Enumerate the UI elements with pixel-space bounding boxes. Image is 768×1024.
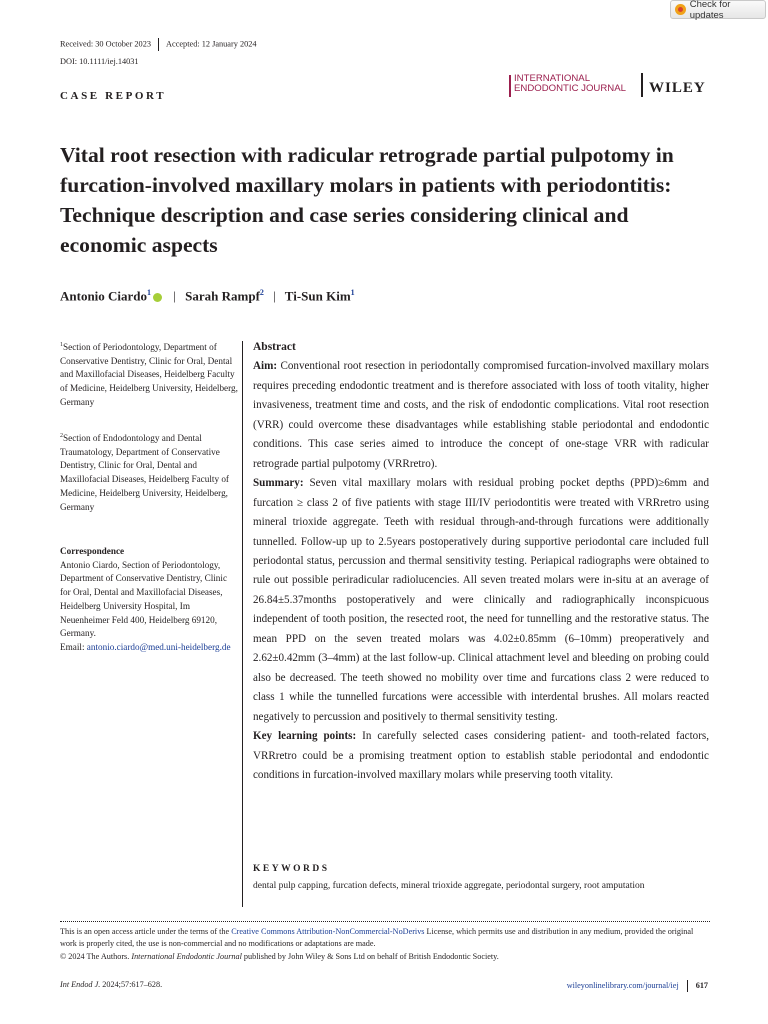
journal-logo-line2: ENDODONTIC JOURNAL <box>514 83 626 94</box>
citation <box>60 980 162 989</box>
citation-journal: Int Endod J. <box>60 980 101 989</box>
author-name[interactable]: Ti-Sun Kim <box>284 288 351 304</box>
abstract-key-points <box>253 727 709 785</box>
abstract-summary <box>253 474 709 727</box>
summary-text: Seven vital maxillary molars with residual probing pocket depths (PPD)≥6mm and furcation ≥ class 2 of five patients with stage III/IV periodontitis were treated with VRRretro using mineral trioxide aggregate. Teeth with residual through-and-through furcations were additionally tunnelled. Follow-up up to 2.5years postoperatively during supportive periodontal care included full periodontal status, percussion and thermal sensitivity testing. Periapical radiographs were obtained to rule out possible periradicular radiolucencies. All seven treated molars were in-situ at an average of 26.84±5.37months postoperatively and were clinically and radiographically inconspicuous independent of tooth position, the resected root, the need for tunnelling and the restorative status. The mean PPD on the seven treated molars was 4.02±0.85mm (6–10mm) preoperatively and 2.62±0.42mm (3–4mm) at the last follow-up. Clinical attachment level and bleeding on probing could also be decreased. The teeth showed no mobility over time and furcations class 2 were reduced to class 1 while the tunnelled furcations were accessible with interdental brushes. All molars reacted negatively to percussion and positively to thermal sensitivity testing. <box>253 477 709 723</box>
license-link[interactable]: Creative Commons Attribution-NonCommercial-NoDerivs <box>231 927 425 936</box>
divider <box>158 38 159 51</box>
abstract-aim <box>253 357 709 474</box>
footer-right <box>567 980 708 992</box>
affiliation-text: Section of Periodontology, Department of Conservative Dentistry, Clinic for Oral, Dental and Maxillofacial Diseases, Heidelberg Faculty of Medicine, Heidelberg University, Heidelberg, Germany <box>60 342 238 407</box>
license-pre: This is an open access article under the terms of the <box>60 927 232 936</box>
author-list <box>60 288 355 304</box>
received-date: Received: 30 October 2023 <box>60 39 152 49</box>
key-points-label: Key learning points: <box>253 730 357 743</box>
author-separator: | <box>273 288 276 304</box>
check-for-updates-label: Check for updates <box>689 0 731 21</box>
author-separator: | <box>173 288 176 304</box>
author-affiliation-ref[interactable]: 2 <box>259 288 264 297</box>
keywords-text: dental pulp capping, furcation defects, mineral trioxide aggregate, periodontal surgery, root amputation <box>253 881 645 891</box>
correspondence <box>60 545 240 655</box>
affiliation-number: 1 <box>60 342 63 348</box>
correspondence-heading: Correspondence <box>60 546 125 556</box>
summary-label: Summary: <box>253 477 304 490</box>
affiliation-1 <box>60 339 240 410</box>
aim-text: Conventional root resection in periodontally compromised furcation-involved maxillary molars requires preceding endodontic treatment and is therefore associated with loss of tooth vitality, higher invasiveness, treatment time and costs, and the risk of endodontic complications. Vital root resection (VRR) could overcome these disadvantages while establishing stable periodontal and endodontic conditions. This case series aimed to introduce the concept of one-stage VRR with radicular retrograde partial pulpotomy (VRRretro). <box>253 360 709 470</box>
article-type: CASE REPORT <box>60 90 167 102</box>
accepted-date: Accepted: 12 January 2024 <box>166 39 257 49</box>
affiliation-2 <box>60 430 240 514</box>
footer-divider <box>687 980 688 992</box>
license-post: License, which permits use and distribution in any medium, provided the original work is properly cited, the use is non-commercial and no modifications or adaptations are made. <box>60 927 694 949</box>
dates-line <box>60 38 257 51</box>
logo-divider <box>641 73 643 97</box>
abstract <box>253 338 709 785</box>
copyright-pre: © 2024 The Authors. <box>60 951 132 961</box>
email-link[interactable]: antonio.ciardo@med.uni-heidelberg.de <box>86 641 231 652</box>
correspondence-address: Antonio Ciardo, Section of Periodontology, Department of Conservative Dentistry, Clinic for Oral, Dental and Maxillofacial Diseases, Heidelberg University Hospital, Im Neuenheimer Feld 400, Heidelberg 69120, Germany. <box>60 559 228 639</box>
journal-logo <box>514 74 626 94</box>
copyright-post: published by John Wiley & Sons Ltd on behalf of British Endodontic Society. <box>241 951 499 961</box>
email-label: Email: <box>60 641 87 652</box>
citation-details: 2024;57:617–628. <box>100 980 163 989</box>
crossmark-icon <box>675 4 686 15</box>
aim-label: Aim: <box>253 360 278 373</box>
author-affiliation-ref[interactable]: 1 <box>147 288 152 297</box>
affiliation-number: 2 <box>60 433 63 439</box>
keywords-heading: KEYWORDS <box>253 864 330 874</box>
page-number: 617 <box>695 980 708 990</box>
author-affiliation-ref[interactable]: 1 <box>350 288 355 297</box>
check-for-updates-button[interactable] <box>670 0 766 19</box>
author-name[interactable]: Antonio Ciardo <box>60 288 148 304</box>
journal-url-link[interactable]: wileyonlinelibrary.com/journal/iej <box>566 980 679 990</box>
license-notice <box>60 926 710 963</box>
abstract-heading: Abstract <box>253 341 296 353</box>
publisher-logo: WILEY <box>649 80 706 96</box>
journal-logo-bar <box>509 75 511 97</box>
affiliation-text: Section of Endodontology and Dental Traumatology, Department of Conservative Dentistry, Clinic for Oral, Dental and Maxillofacial Diseases, Heidelberg Faculty of Medicine, Heidelberg University, Heidelberg, Germany <box>60 433 229 512</box>
key-points-text: In carefully selected cases considering patient- and tooth-related factors, VRRretro could be a promising treatment option to establish stable periodontal and endodontic conditions in furcation-involved maxillary molars while preserving tooth vitality. <box>253 730 709 781</box>
correspondence-email-line <box>60 641 240 655</box>
article-title: Vital root resection with radicular retrograde partial pulpotomy in furcation-involved maxillary molars in patients with periodontitis: Technique description and case series considering clinical and economic aspects <box>60 143 674 257</box>
column-divider <box>242 341 243 907</box>
journal-logo-line1: INTERNATIONAL <box>514 73 591 84</box>
license-divider <box>60 921 710 922</box>
author-name[interactable]: Sarah Rampf <box>185 288 260 304</box>
copyright-journal: International Endodontic Journal <box>131 951 242 961</box>
doi[interactable]: DOI: 10.1111/iej.14031 <box>60 57 139 66</box>
orcid-icon[interactable] <box>153 293 162 302</box>
